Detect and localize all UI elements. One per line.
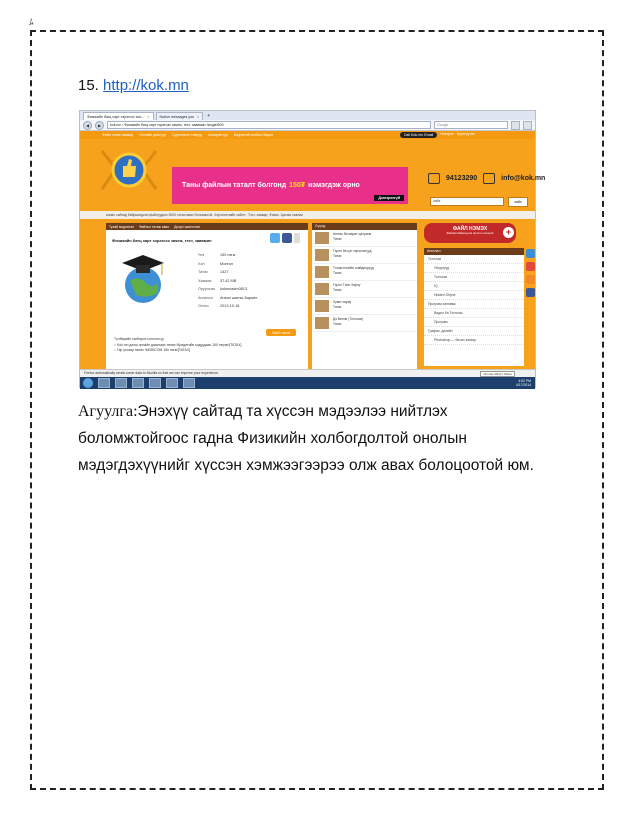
item-number: 15. (78, 77, 99, 94)
list-item[interactable]: Дэ Винчи (Тоглоом) Татах (312, 315, 417, 332)
upload-subtitle: Файлаа байршуулж орлого олоорой (446, 231, 494, 235)
upload-title: ФАЙЛ НЭМЭХ (452, 226, 488, 232)
phone-icon[interactable] (526, 249, 535, 258)
choose-share-button[interactable]: Choose What I Share (480, 371, 515, 377)
login-link[interactable]: Нэвтрэх (440, 132, 454, 136)
thumbnail (315, 300, 329, 312)
phone-number: 94123290 (446, 175, 478, 182)
email-address[interactable]: info@kok.mn (501, 175, 546, 182)
description-text: Энэхүү сайтад та хүссэн мэдээлээ нийтлэх боломжтойгоос гадна Физикийн холбогдолтой онолын мэдэгдэхүүнийг хүссэн хэмжээгээрээ олж авах болоцоотой юм. (78, 403, 534, 474)
nav-link[interactable]: Файл татах заавар (102, 133, 134, 137)
description-paragraph (78, 398, 548, 479)
tab-download[interactable]: Файлыг татаж авах (138, 224, 170, 229)
payment-option[interactable]: ○ Гар утсаар төлөх /MOBICOM 150 нэгж/[TATAX] (114, 348, 190, 352)
app-icon[interactable] (115, 378, 127, 388)
site-top-nav (80, 131, 535, 139)
app-icon[interactable] (166, 378, 178, 388)
site-search-button[interactable]: хайх (508, 197, 528, 207)
new-tab-icon[interactable]: + (207, 113, 211, 119)
browser-tab[interactable] (83, 112, 154, 120)
bookmark-icon[interactable] (511, 121, 520, 130)
mail-icon (483, 173, 495, 184)
download-button[interactable]: Файл татах (266, 329, 296, 336)
website-screenshot (79, 110, 546, 388)
nav-link[interactable]: Сургалтын төвүүд (172, 133, 203, 137)
promo-banner[interactable] (172, 167, 408, 204)
category-item[interactable]: График, дизайн (424, 327, 524, 336)
description-lead: Агуулга: (78, 403, 138, 420)
site-page (80, 131, 546, 369)
payment-option[interactable]: ○ Kok.mn дээш онлайн данснаас төлөх /Кредитийн кодуудаас 150 төгрөг/[TATAX] (114, 342, 242, 347)
tab-updates[interactable]: Доорх шинэчлэл (174, 224, 201, 229)
home-icon[interactable] (523, 121, 532, 130)
banner-text: Таны файлын таталт болгонд (182, 182, 287, 189)
banner-text: нэмэгдэж орно (308, 182, 360, 189)
category-item[interactable]: Програм (424, 318, 524, 327)
close-icon[interactable]: × (197, 114, 200, 119)
category-heading: Ангилал (424, 248, 524, 255)
site-search-input[interactable]: хайх (430, 197, 504, 206)
phone-icon (428, 173, 440, 184)
social-buttons (270, 233, 300, 243)
thumbnail (315, 266, 329, 278)
right-sidebar (424, 223, 528, 369)
app-icon[interactable] (98, 378, 110, 388)
browser-nav-bar (80, 120, 535, 131)
category-item[interactable]: IQ (424, 282, 524, 291)
nav-link[interactable]: Аспирантур (208, 133, 228, 137)
email-button[interactable]: Call Kok.mn Email (400, 132, 437, 138)
app-icon[interactable] (132, 378, 144, 388)
contact-info (428, 173, 545, 184)
tab-title: Физикийн багц харт хэрэгсэх хич... (87, 114, 145, 119)
login-area (400, 132, 475, 138)
site-logo[interactable] (98, 145, 160, 195)
category-item[interactable]: Photoshop — бичих загвар (424, 336, 524, 345)
category-item[interactable]: Үйлдлүүд (424, 264, 524, 273)
windows-taskbar (80, 377, 535, 389)
close-icon[interactable]: × (147, 114, 150, 119)
meta-row: Татах 1427 (198, 270, 229, 275)
app-icon[interactable] (149, 378, 161, 388)
corner-mark: ﾑ (29, 17, 34, 27)
file-meta (198, 251, 258, 311)
file-details-panel (106, 223, 308, 369)
list-item[interactable]: Хувьт хариу Татах (312, 298, 417, 315)
site-link[interactable]: http://kok.mn (103, 77, 189, 94)
category-item[interactable]: Тоглоом (424, 255, 524, 264)
status-text: Firefox automatically sends some data to Mozilla so that we can improve your experience. (84, 371, 219, 375)
start-icon[interactable] (83, 378, 93, 388)
recent-files-panel (312, 223, 417, 369)
category-item[interactable]: Hidden Object (424, 291, 524, 300)
file-title: Физикийн багц харт хэрэгсэх зачем, тест, заавмин (112, 238, 212, 243)
site-notice: кокмн сайтад байршигдсан файлуудын 3000 татан авах боломжтой. Хэрэглэгчийн хайлт : Тэст, заавар, Физик, Цахим лавлах (80, 211, 535, 219)
category-item[interactable]: Тоглоом (424, 273, 524, 282)
register-link[interactable]: Бүртгүүлэх (456, 132, 475, 136)
meta-row: Хэл Монгол (198, 261, 233, 266)
list-item[interactable]: Анхны бө марат цахрини Татах (312, 230, 417, 247)
address-bar[interactable]: kok.mn › Физикийн багц харт хэрэгсэх зачем, тест, заавмин /single/609 (107, 121, 431, 129)
app-icon[interactable] (183, 378, 195, 388)
nav-link[interactable]: Бидэнтэй холбоо барих (233, 133, 274, 137)
mail-icon[interactable] (526, 262, 535, 271)
twitter-icon[interactable] (270, 233, 280, 243)
meta-row: Оруулсан kokmnadm0813 (198, 287, 248, 292)
category-item[interactable]: Програм хангамж (424, 300, 524, 309)
meta-row: Огноо 2013-10-18 (198, 304, 240, 309)
list-item[interactable]: Тэгшитгэлийн шийдвэрүүд Татах (312, 264, 417, 281)
note-line: Түлбөрийн хэлбэрээ сонгоно уу (114, 337, 164, 341)
browser-tab-bar (80, 111, 535, 120)
category-item[interactable]: Видео ба Тоглоом (424, 309, 524, 318)
content-tabs (106, 223, 308, 230)
browser-status-bar (80, 369, 535, 377)
taskbar-clock: 4:52 PM 4/17/2014 (515, 379, 531, 387)
browser-tab[interactable] (156, 112, 204, 120)
thumbnail (315, 283, 329, 295)
banner-button[interactable]: Дэлгэрэнгүй (374, 195, 404, 201)
thumbnail (315, 232, 329, 244)
facebook-icon[interactable] (526, 288, 535, 297)
thumbnail (315, 249, 329, 261)
tab-title: Notion messages you (159, 114, 195, 119)
meta-row: Үнэ 150 нэгж (198, 253, 236, 258)
plus-icon: + (503, 227, 514, 238)
upload-file-button[interactable] (424, 223, 516, 243)
floating-social-icons (526, 249, 535, 297)
nav-link[interactable]: Онлайн дэлгүүр (139, 133, 167, 137)
share-icon[interactable] (294, 233, 300, 243)
banner-price: 150₮ (289, 182, 306, 189)
tab-info[interactable]: Тухай мэдээлэл (109, 224, 134, 229)
payment-note (114, 337, 241, 354)
category-box (424, 248, 524, 366)
meta-row: Хэмжээ 37.42 MB (198, 278, 237, 283)
panel-heading: Сүүлд (312, 223, 417, 230)
graduation-globe-image (118, 253, 168, 305)
rss-icon[interactable] (526, 275, 535, 284)
item-heading (78, 77, 189, 94)
facebook-icon[interactable] (282, 233, 292, 243)
list-item[interactable]: Гэрэл Тэмт Хөрпү Татах (312, 281, 417, 298)
meta-row: Ангилал Анхан шатны Бармет (198, 295, 258, 300)
thumbnail (315, 317, 329, 329)
forward-icon[interactable]: ▶ (95, 121, 104, 130)
browser-search-input[interactable]: Google (434, 121, 508, 129)
back-icon[interactable]: ◀ (83, 121, 92, 130)
list-item[interactable]: Гэрэл бө цэг хэрэгсэнүүд Татах (312, 247, 417, 264)
